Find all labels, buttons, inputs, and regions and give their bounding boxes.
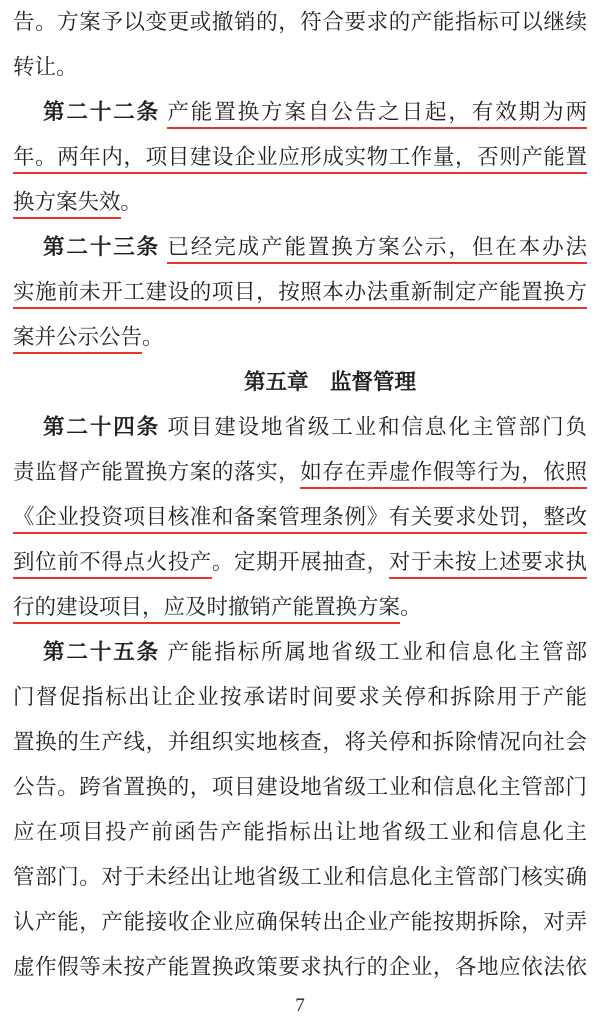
body-text: 应在项目投产前函告产能指标出让地省级工业和信息化主: [13, 820, 587, 844]
document-body: [13, 0, 587, 990]
page-number: 7: [295, 995, 305, 1016]
underlined-text: 如存在弄虚作假等行为，依照: [300, 460, 587, 489]
underlined-text: 已经完成产能置换方案公示，但在本办法: [167, 235, 587, 264]
text-line: [13, 630, 587, 675]
text-line: [13, 0, 587, 45]
article-number: 第二十五条: [43, 640, 161, 664]
body-text: 认产能，产能接收企业应确保转出企业产能按期拆除，对弄: [13, 910, 587, 934]
text-line: [13, 90, 587, 135]
text-line: [13, 270, 587, 315]
text-line: [13, 180, 587, 225]
underlined-text: 行的建设项目，应及时撤销产能置换方案: [13, 595, 400, 624]
body-text: 。: [142, 325, 164, 349]
body-text: 责监督产能置换方案的落实，: [13, 460, 301, 484]
text-line: [13, 585, 587, 630]
text-line: [13, 450, 587, 495]
chapter-heading: [43, 360, 600, 405]
article-number: 第五章 监督管理: [243, 370, 416, 394]
article-number: 第二十三条: [43, 235, 161, 259]
underlined-text: 年。两年内，项目建设企业应形成实物工作量，否则产能置: [13, 145, 587, 174]
text-line: [13, 855, 587, 900]
body-text: 管部门。对于未经出让地省级工业和信息化主管部门核实确: [13, 865, 587, 889]
text-line: [13, 540, 587, 585]
underlined-text: 对于未按上述要求执: [389, 550, 587, 579]
body-text: 。: [400, 595, 422, 619]
underlined-text: 《企业投资项目核准和备案管理条例》有关要求处罚，整改: [13, 505, 587, 534]
text-line: [13, 135, 587, 180]
text-line: [13, 45, 587, 90]
article-number: 第二十四条: [43, 415, 161, 439]
text-line: [13, 810, 587, 855]
body-text: 告。方案予以变更或撤销的，符合要求的产能指标可以继续: [13, 10, 587, 34]
underlined-text: 实施前未开工建设的项目，按照本办法重新制定产能置换方: [13, 280, 587, 309]
text-line: [13, 225, 587, 270]
body-text: 。定期开展抽查，: [211, 550, 389, 574]
article-number: 第二十二条: [43, 100, 161, 124]
text-line: [13, 405, 587, 450]
underlined-text: 换方案失效: [13, 190, 121, 219]
body-text: 。: [120, 190, 143, 214]
text-line: [13, 765, 587, 810]
text-line: [13, 900, 587, 945]
text-line: [13, 720, 587, 765]
body-text: 门督促指标出让企业按承诺时间要求关停和拆除用于产能: [13, 685, 587, 709]
body-text: 项目建设地省级工业和信息化主管部门负: [167, 415, 587, 439]
text-line: [13, 945, 587, 990]
body-text: 虚作假等未按产能置换政策要求执行的企业，各地应依法依: [13, 955, 587, 979]
text-line: [13, 675, 587, 720]
text-line: [13, 495, 587, 540]
underlined-text: 案并公示公告: [13, 325, 142, 354]
underlined-text: 产能置换方案自公告之日起，有效期为两: [167, 100, 587, 129]
body-text: 产能指标所属地省级工业和信息化主管部: [167, 640, 587, 664]
body-text: 置换的生产线，并组织实地核查，将关停和拆除情况向社会: [13, 730, 587, 754]
body-text: 公告。跨省置换的，项目建设地省级工业和信息化主管部门: [13, 775, 587, 799]
body-text: 转让。: [13, 55, 78, 79]
underlined-text: 到位前不得点火投产: [13, 550, 212, 579]
text-line: [13, 315, 587, 360]
